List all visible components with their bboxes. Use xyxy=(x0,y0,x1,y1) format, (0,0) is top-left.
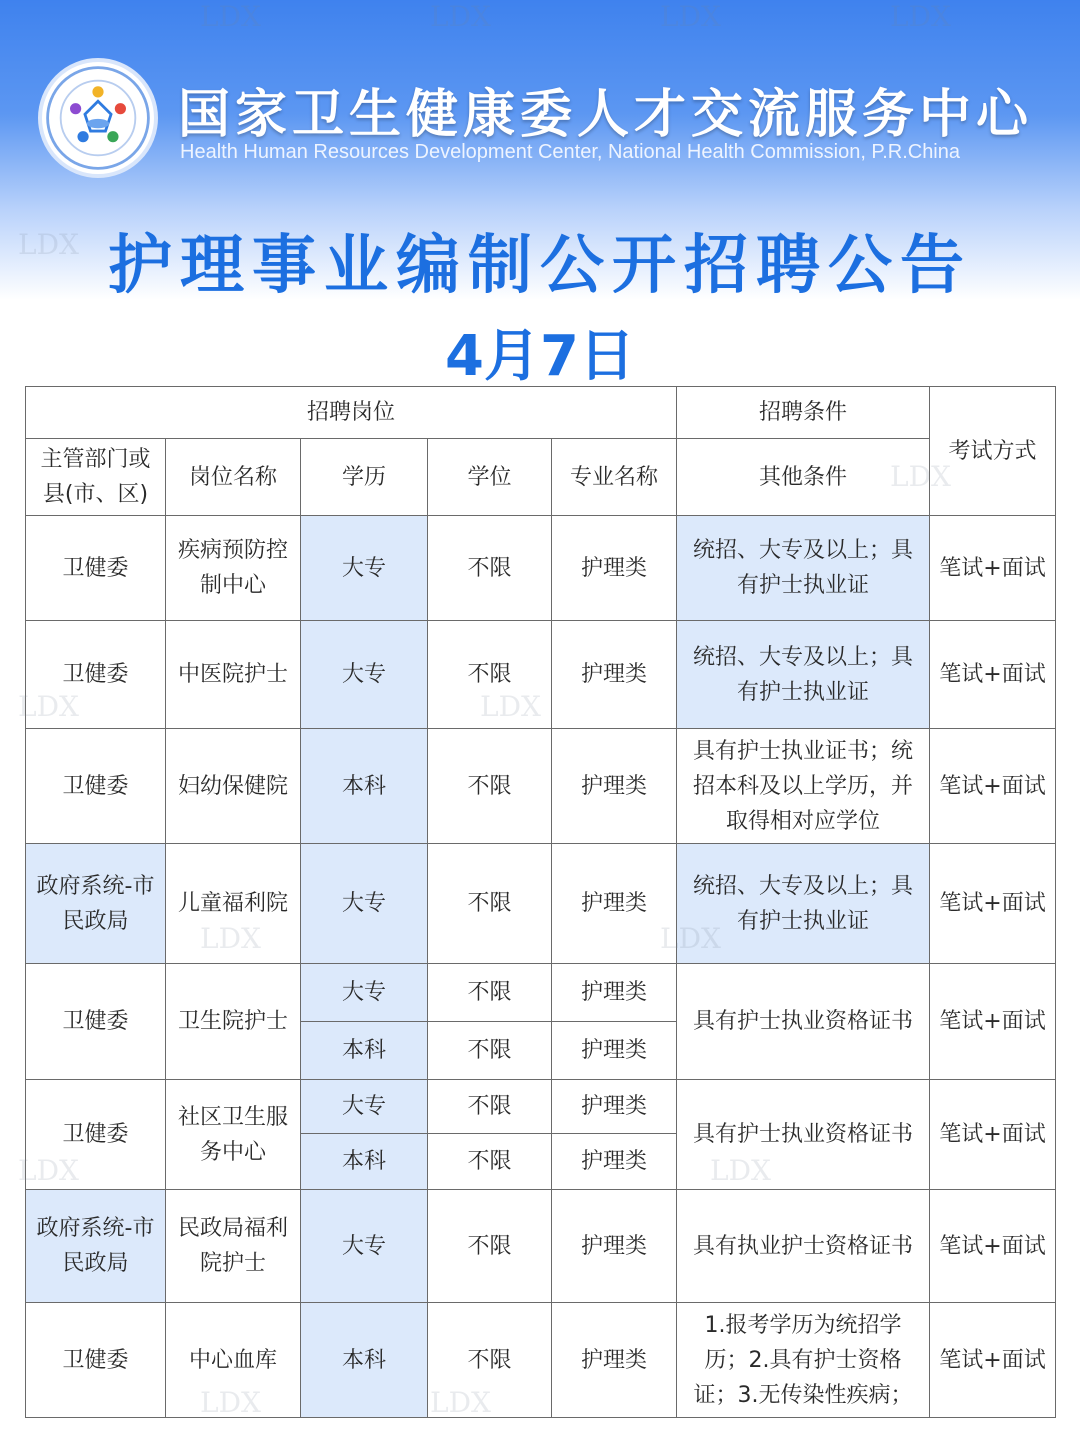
cell-edu: 大专 xyxy=(301,1080,428,1134)
cell-exam: 笔试+面试 xyxy=(930,1190,1056,1303)
table-row xyxy=(26,844,1056,964)
cell-post: 儿童福利院 xyxy=(166,844,301,964)
cell-edu: 大专 xyxy=(301,516,428,621)
cell-major: 护理类 xyxy=(552,964,677,1022)
cell-other: 统招、大专及以上；具有护士执业证 xyxy=(677,844,930,964)
table-column-header-row xyxy=(26,439,1056,516)
cell-degree: 不限 xyxy=(428,1134,552,1190)
column-header-other: 其他条件 xyxy=(677,439,930,516)
cell-exam: 笔试+面试 xyxy=(930,844,1056,964)
cell-post: 疾病预防控制中心 xyxy=(166,516,301,621)
cell-other: 具有护士执业证书；统招本科及以上学历，并取得相对应学位 xyxy=(677,729,930,844)
cell-degree: 不限 xyxy=(428,516,552,621)
cell-post: 中医院护士 xyxy=(166,621,301,729)
cell-edu: 本科 xyxy=(301,1303,428,1418)
watermark-text: LDX xyxy=(430,1386,491,1419)
watermark-text: LDX xyxy=(890,460,951,493)
cell-degree: 不限 xyxy=(428,1022,552,1080)
cell-post: 民政局福利院护士 xyxy=(166,1190,301,1303)
cell-major: 护理类 xyxy=(552,1303,677,1418)
organization-name-cn: 国家卫生健康委人才交流服务中心 xyxy=(178,85,1034,145)
cell-major: 护理类 xyxy=(552,1080,677,1134)
cell-other: 统招、大专及以上；具有护士执业证 xyxy=(677,516,930,621)
table-row xyxy=(26,964,1056,1022)
table-row xyxy=(26,516,1056,621)
cell-edu: 本科 xyxy=(301,1022,428,1080)
cell-degree: 不限 xyxy=(428,729,552,844)
cell-other: 具有护士执业资格证书 xyxy=(677,1080,930,1190)
cell-exam: 笔试+面试 xyxy=(930,729,1056,844)
cell-exam: 笔试+面试 xyxy=(930,964,1056,1080)
group-header-positions: 招聘岗位 xyxy=(26,387,677,439)
cell-exam: 笔试+面试 xyxy=(930,621,1056,729)
cell-dept: 卫健委 xyxy=(26,1303,166,1418)
watermark-text: LDX xyxy=(18,1154,79,1187)
cell-degree: 不限 xyxy=(428,964,552,1022)
watermark-text: LDX xyxy=(18,690,79,723)
cell-degree: 不限 xyxy=(428,1080,552,1134)
cell-dept: 政府系统-市民政局 xyxy=(26,844,166,964)
cell-major: 护理类 xyxy=(552,729,677,844)
cell-major: 护理类 xyxy=(552,844,677,964)
cell-edu: 大专 xyxy=(301,964,428,1022)
group-header-conditions: 招聘条件 xyxy=(677,387,930,439)
cell-other: 具有护士执业资格证书 xyxy=(677,964,930,1080)
cell-major: 护理类 xyxy=(552,621,677,729)
table-row xyxy=(26,729,1056,844)
cell-other: 1.报考学历为统招学历；2.具有护士资格证；3.无传染性疾病； xyxy=(677,1303,930,1418)
cell-post: 妇幼保健院 xyxy=(166,729,301,844)
cell-dept: 卫健委 xyxy=(26,621,166,729)
column-header-degree: 学位 xyxy=(428,439,552,516)
cell-post: 社区卫生服务中心 xyxy=(166,1080,301,1190)
organization-seal-icon xyxy=(38,58,158,178)
table-group-header-row xyxy=(26,387,1056,439)
cell-dept: 政府系统-市民政局 xyxy=(26,1190,166,1303)
cell-edu: 大专 xyxy=(301,844,428,964)
page-title: 护理事业编制公开招聘公告 xyxy=(108,229,972,303)
cell-post: 卫生院护士 xyxy=(166,964,301,1080)
recruitment-table xyxy=(25,386,1056,1418)
column-header-post: 岗位名称 xyxy=(166,439,301,516)
cell-dept: 卫健委 xyxy=(26,516,166,621)
cell-degree: 不限 xyxy=(428,1190,552,1303)
cell-dept: 卫健委 xyxy=(26,1080,166,1190)
cell-major: 护理类 xyxy=(552,516,677,621)
cell-major: 护理类 xyxy=(552,1134,677,1190)
watermark-text: LDX xyxy=(200,922,261,955)
cell-degree: 不限 xyxy=(428,844,552,964)
cell-edu: 本科 xyxy=(301,729,428,844)
cell-edu: 大专 xyxy=(301,621,428,729)
announcement-date: 4月7日 xyxy=(445,324,635,389)
cell-degree: 不限 xyxy=(428,1303,552,1418)
cell-exam: 笔试+面试 xyxy=(930,1080,1056,1190)
cell-major: 护理类 xyxy=(552,1190,677,1303)
watermark-text: LDX xyxy=(710,1154,771,1187)
cell-exam: 笔试+面试 xyxy=(930,1303,1056,1418)
organization-name-en: Health Human Resources Development Center, National Health Commission, P.R.China xyxy=(180,141,960,163)
table-row xyxy=(26,1190,1056,1303)
cell-other: 统招、大专及以上；具有护士执业证 xyxy=(677,621,930,729)
watermark-text: LDX xyxy=(200,1386,261,1419)
column-header-dept: 主管部门或县(市、区) xyxy=(26,439,166,516)
cell-exam: 笔试+面试 xyxy=(930,516,1056,621)
cell-major: 护理类 xyxy=(552,1022,677,1080)
cell-dept: 卫健委 xyxy=(26,729,166,844)
table-row xyxy=(26,1080,1056,1134)
cell-edu: 本科 xyxy=(301,1134,428,1190)
cell-post: 中心血库 xyxy=(166,1303,301,1418)
watermark-text: LDX xyxy=(480,690,541,723)
cell-degree: 不限 xyxy=(428,621,552,729)
cell-other: 具有执业护士资格证书 xyxy=(677,1190,930,1303)
table-row xyxy=(26,1303,1056,1418)
column-header-exam: 考试方式 xyxy=(930,387,1056,516)
cell-edu: 大专 xyxy=(301,1190,428,1303)
column-header-edu: 学历 xyxy=(301,439,428,516)
cell-dept: 卫健委 xyxy=(26,964,166,1080)
column-header-major: 专业名称 xyxy=(552,439,677,516)
table-row xyxy=(26,621,1056,729)
